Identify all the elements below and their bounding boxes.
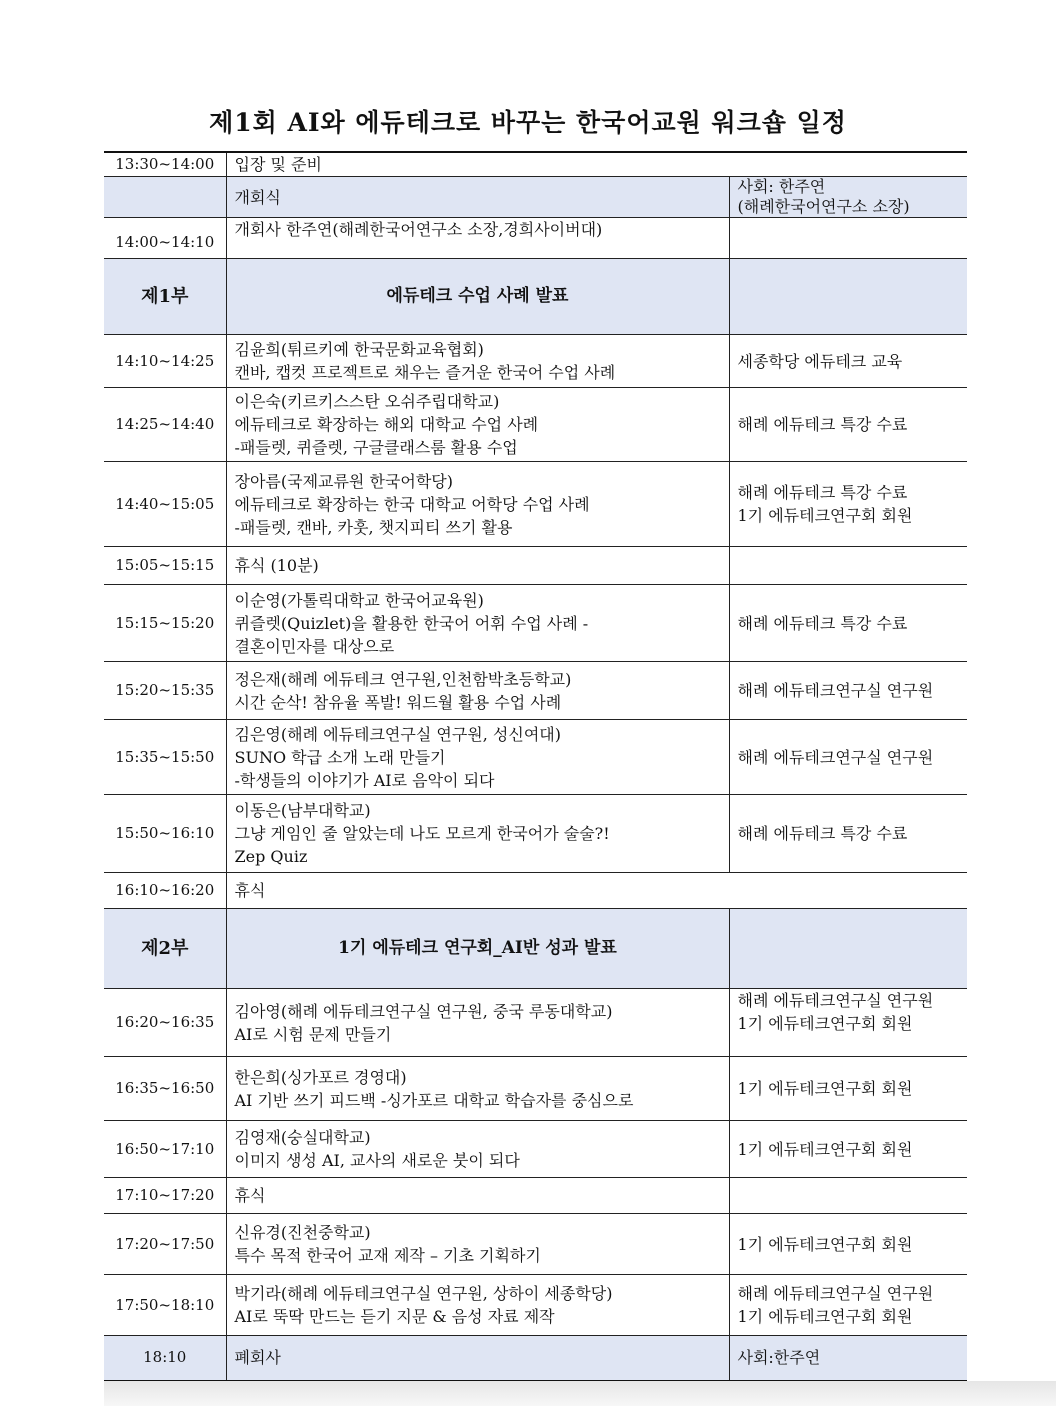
table-row (104, 335, 967, 388)
note-cell (729, 585, 967, 662)
content-line: 캔바, 캡컷 프로젝트로 채우는 즐거운 한국어 수업 사례 (234, 363, 616, 382)
content-line: 이미지 생성 AI, 교사의 새로운 붓이 되다 (234, 1151, 520, 1170)
content-cell (226, 1214, 729, 1275)
content-line: 폐회사 (234, 1348, 281, 1368)
content-line: -패들렛, 퀴즐렛, 구글클래스룸 활용 수업 (234, 438, 518, 457)
part-title: 에듀테크 수업 사례 발표 (226, 259, 729, 335)
time-cell: 15:05~15:15 (104, 547, 226, 585)
content-line: 입장 및 준비 (234, 155, 322, 174)
table-row (104, 662, 967, 720)
note-cell (729, 335, 967, 388)
note-line: 해례 에듀테크연구실 연구원 (737, 747, 934, 767)
part-header-row (104, 909, 967, 989)
note-cell (729, 662, 967, 720)
note-line: 사회: 한주연 (737, 177, 826, 196)
time-cell: 14:40~15:05 (104, 462, 226, 547)
content-line: 휴식 (234, 1186, 266, 1205)
table-row (104, 177, 967, 218)
schedule-table (104, 151, 967, 1382)
content-line: 김영재(숭실대학교) (234, 1128, 371, 1147)
content-line: AI로 뚝딱 만드는 듣기 지문 & 음성 자료 제작 (234, 1307, 555, 1326)
content-line: 한은희(싱가포르 경영대) (234, 1067, 407, 1087)
time-cell: 14:25~14:40 (104, 388, 226, 462)
time-cell (104, 177, 226, 218)
note-cell (729, 1057, 967, 1121)
content-cell (226, 388, 729, 462)
content-cell (226, 218, 729, 259)
table-row (104, 547, 967, 585)
part-header-row (104, 259, 967, 335)
content-line: 박기라(해례 에듀테크연구실 연구원, 상하이 세종학당) (234, 1284, 613, 1303)
note-line: 해례 에듀테크 특강 수료 (737, 415, 908, 434)
content-line: 특수 목적 한국어 교재 제작 – 기초 기획하기 (234, 1246, 541, 1265)
part-label: 제2부 (104, 909, 226, 989)
time-cell: 16:10~16:20 (104, 873, 226, 909)
note-cell (729, 218, 967, 259)
note-cell (729, 1275, 967, 1336)
content-line: 신유경(진천중학교) (234, 1223, 371, 1242)
table-row (104, 989, 967, 1057)
note-line: 해례 에듀테크연구실 연구원 (737, 991, 934, 1010)
time-cell: 15:15~15:20 (104, 585, 226, 662)
time-cell: 16:20~16:35 (104, 989, 226, 1057)
content-line: 이동은(남부대학교) (234, 801, 371, 820)
note-line: 해례 에듀테크 특강 수료 (737, 824, 908, 843)
note-cell (729, 720, 967, 795)
note-cell (729, 462, 967, 547)
table-row (104, 462, 967, 547)
content-line: 김윤희(튀르키예 한국문화교육협회) (234, 340, 484, 359)
content-line: 퀴즐렛(Quizlet)을 활용한 한국어 어휘 수업 사례 - (234, 613, 589, 633)
table-row (104, 1121, 967, 1178)
content-line: 휴식 (234, 881, 266, 900)
table-row (104, 218, 967, 259)
time-cell: 14:00~14:10 (104, 218, 226, 259)
time-cell: 13:30~14:00 (104, 152, 226, 177)
content-line: 장아름(국제교류원 한국어학당) (234, 471, 453, 491)
note-line: 1기 에듀테크연구회 회원 (737, 1234, 913, 1254)
note-line: 1기 에듀테크연구회 회원 (737, 1079, 913, 1098)
content-cell (226, 1178, 729, 1214)
content-line: 그냥 게임인 줄 알았는데 나도 모르게 한국어가 술술?! (234, 824, 610, 843)
content-line: -학생들의 이야기가 AI로 음악이 되다 (234, 770, 495, 790)
page-title: 제1회 AI와 에듀테크로 바꾸는 한국어교원 워크숍 일정 (209, 108, 847, 137)
table-row (104, 388, 967, 462)
note-line: 해례 에듀테크 특강 수료 (737, 483, 908, 502)
content-cell (226, 1336, 729, 1381)
content-cell (226, 1275, 729, 1336)
content-cell (226, 462, 729, 547)
part-title: 1기 에듀테크 연구회_AI반 성과 발표 (226, 909, 729, 989)
content-cell (226, 547, 729, 585)
note-line: (해례한국어연구소 소장) (737, 197, 910, 216)
note-line: 세종학당 에듀테크 교육 (737, 351, 903, 371)
content-line: 이순영(가톨릭대학교 한국어교육원) (234, 590, 484, 610)
content-line: AI 기반 쓰기 피드백 -싱가포르 대학교 학습자를 중심으로 (234, 1090, 634, 1110)
note-cell (729, 177, 967, 218)
table-row (104, 795, 967, 873)
content-line: 김아영(해례 에듀테크연구실 연구원, 중국 루동대학교) (234, 1001, 613, 1021)
note-cell (729, 989, 967, 1057)
note-line: 1기 에듀테크연구회 회원 (737, 506, 913, 525)
time-cell: 14:10~14:25 (104, 335, 226, 388)
content-cell (226, 585, 729, 662)
note-cell (729, 259, 967, 335)
page-edge-shadow (104, 1381, 1056, 1406)
content-line: 정은재(해례 에듀테크 연구원,인천함박초등학교) (234, 669, 572, 689)
note-cell (729, 388, 967, 462)
table-row (104, 1178, 967, 1214)
content-line: 개회사 한주연(해례한국어연구소 소장,경희사이버대) (234, 220, 603, 239)
content-line: 시간 순삭! 참유율 폭발! 워드월 활용 수업 사례 (234, 692, 562, 712)
note-cell (729, 795, 967, 873)
time-cell: 15:50~16:10 (104, 795, 226, 873)
content-cell (226, 152, 967, 177)
table-row (104, 1275, 967, 1336)
time-cell: 16:50~17:10 (104, 1121, 226, 1178)
note-line: 1기 에듀테크연구회 회원 (737, 1307, 913, 1326)
table-row (104, 585, 967, 662)
content-line: 김은영(해례 에듀테크연구실 연구원, 성신여대) (234, 724, 561, 744)
time-cell: 17:20~17:50 (104, 1214, 226, 1275)
content-cell (226, 873, 967, 909)
table-row (104, 720, 967, 795)
content-line: 결혼이민자를 대상으로 (234, 636, 395, 656)
time-cell: 16:35~16:50 (104, 1057, 226, 1121)
content-cell (226, 795, 729, 873)
note-cell (729, 909, 967, 989)
time-cell: 17:50~18:10 (104, 1275, 226, 1336)
content-cell (226, 1121, 729, 1178)
note-cell (729, 1214, 967, 1275)
time-cell: 15:20~15:35 (104, 662, 226, 720)
time-cell: 18:10 (104, 1336, 226, 1381)
time-cell: 15:35~15:50 (104, 720, 226, 795)
note-line: 해례 에듀테크 특강 수료 (737, 613, 908, 633)
note-line: 사회:한주연 (737, 1348, 821, 1368)
content-line: 개회식 (234, 187, 281, 207)
table-row (104, 873, 967, 909)
content-line: 에듀테크로 확장하는 해외 대학교 수업 사례 (234, 415, 539, 434)
content-line: SUNO 학급 소개 노래 만들기 (234, 747, 446, 767)
note-line: 해례 에듀테크연구실 연구원 (737, 681, 934, 700)
table-row (104, 1336, 967, 1381)
content-cell (226, 1057, 729, 1121)
note-cell (729, 1336, 967, 1381)
content-line: Zep Quiz (234, 847, 308, 866)
content-cell (226, 662, 729, 720)
part-label: 제1부 (104, 259, 226, 335)
content-line: 에듀테크로 확장하는 한국 대학교 어학당 수업 사례 (234, 494, 590, 514)
content-cell (226, 720, 729, 795)
content-cell (226, 989, 729, 1057)
content-cell (226, 177, 729, 218)
table-row (104, 1214, 967, 1275)
content-line: AI로 시험 문제 만들기 (234, 1024, 392, 1044)
content-line: 이은숙(키르키스스탄 오쉬주립대학교) (234, 392, 500, 411)
content-line: 휴식 (10분) (234, 556, 319, 575)
note-cell (729, 547, 967, 585)
note-line: 1기 에듀테크연구회 회원 (737, 1139, 913, 1159)
time-cell: 17:10~17:20 (104, 1178, 226, 1214)
note-cell (729, 1178, 967, 1214)
note-line: 1기 에듀테크연구회 회원 (737, 1014, 913, 1033)
content-line: -패들렛, 캔바, 카훗, 챗지피티 쓰기 활용 (234, 517, 513, 537)
note-cell (729, 1121, 967, 1178)
table-row (104, 1057, 967, 1121)
table-row (104, 152, 967, 177)
content-cell (226, 335, 729, 388)
note-line: 해례 에듀테크연구실 연구원 (737, 1284, 934, 1303)
